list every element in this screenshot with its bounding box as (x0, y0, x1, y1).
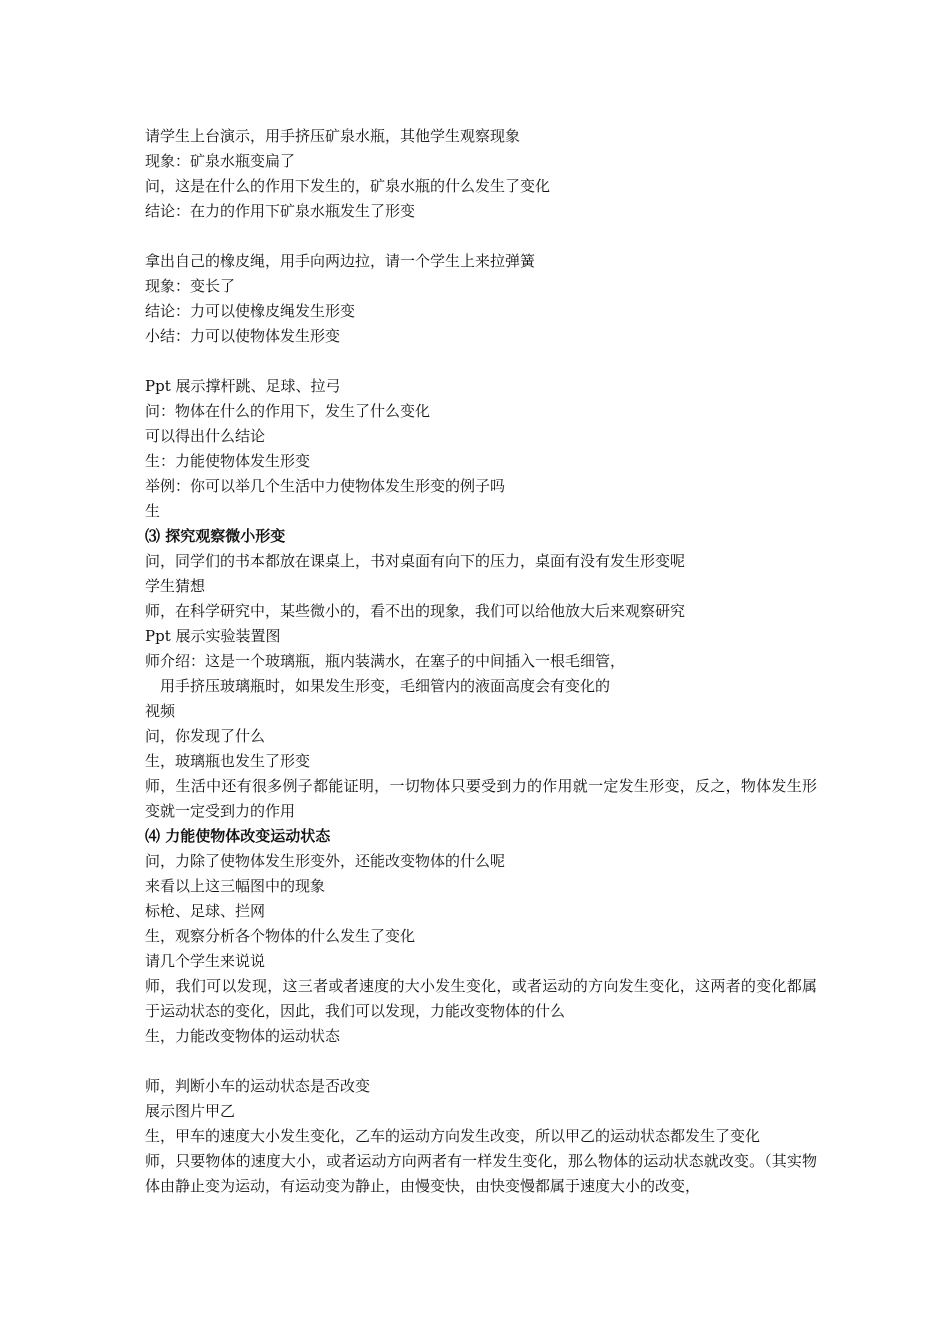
blank-line (145, 224, 817, 249)
text-line: 结论：在力的作用下矿泉水瓶发生了形变 (145, 202, 416, 220)
text-line: 拿出自己的橡皮绳，用手向两边拉，请一个学生上来拉弹簧 (145, 252, 536, 270)
text-line: 问，力除了使物体发生形变外，还能改变物体的什么呢 (145, 852, 506, 870)
text-line: 用手挤压玻璃瓶时，如果发生形变，毛细管内的液面高度会有变化的 (160, 677, 611, 695)
text-line: 展示图片甲乙 (145, 1102, 236, 1120)
section-heading: ⑷ 力能使物体改变运动状态 (145, 827, 331, 845)
section-heading: ⑶ 探究观察微小形变 (145, 527, 286, 545)
blank-line (145, 349, 817, 374)
text-line: Ppt 展示撑杆跳、足球、拉弓 (145, 377, 341, 395)
document-body (145, 124, 817, 1199)
text-line: 生，玻璃瓶也发生了形变 (145, 752, 311, 770)
text-line: 小结：力可以使物体发生形变 (145, 327, 341, 345)
paragraph: 生，甲车的速度大小发生变化，乙车的运动方向发生改变，所以甲乙的运动状态都发生了变化 (145, 1127, 761, 1145)
text-line: 师介绍：这是一个玻璃瓶，瓶内装满水，在塞子的中间插入一根毛细管， (145, 652, 626, 670)
text-line: 来看以上这三幅图中的现象 (145, 877, 326, 895)
text-line: Ppt 展示实验装置图 (145, 627, 281, 645)
paragraph: 师，只要物体的速度大小，或者运动方向两者有一样发生变化，那么物体的运动状态就改变。（其实物体由静止变为运动，有运动变为静止，由慢变快，由快变慢都属于速度大小的改变， (145, 1152, 817, 1195)
text-line: 问，同学们的书本都放在课桌上，书对桌面有向下的压力，桌面有没有发生形变呢 (145, 552, 686, 570)
text-line: 举例：你可以举几个生活中力使物体发生形变的例子吗 (145, 477, 506, 495)
text-line: 现象：矿泉水瓶变扁了 (145, 152, 296, 170)
text-line: 生，观察分析各个物体的什么发生了变化 (145, 927, 416, 945)
text-line: 现象：变长了 (145, 277, 236, 295)
text-line: 视频 (145, 702, 176, 720)
text-line: 问：物体在什么的作用下，发生了什么变化 (145, 402, 431, 420)
text-line: 问，这是在什么的作用下发生的，矿泉水瓶的什么发生了变化 (145, 177, 551, 195)
text-line: 标枪、足球、拦网 (145, 902, 266, 920)
text-line: 生，力能改变物体的运动状态 (145, 1027, 341, 1045)
paragraph: 师，生活中还有很多例子都能证明，一切物体只要受到力的作用就一定发生形变，反之，物体发生形变就一定受到力的作用 (145, 777, 817, 820)
text-line: 学生猜想 (145, 577, 206, 595)
text-line: 请几个学生来说说 (145, 952, 266, 970)
text-line: 结论：力可以使橡皮绳发生形变 (145, 302, 356, 320)
text-line: 师，判断小车的运动状态是否改变 (145, 1077, 371, 1095)
text-line: 师，在科学研究中，某些微小的，看不出的现象，我们可以给他放大后来观察研究 (145, 602, 686, 620)
paragraph: 师，我们可以发现，这三者或者速度的大小发生变化，或者运动的方向发生变化，这两者的变化都属于运动状态的变化，因此，我们可以发现，力能改变物体的什么 (145, 977, 817, 1020)
text-line: 生：力能使物体发生形变 (145, 452, 311, 470)
text-line: 可以得出什么结论 (145, 427, 266, 445)
text-line: 问，你发现了什么 (145, 727, 266, 745)
text-line: 请学生上台演示，用手挤压矿泉水瓶，其他学生观察现象 (145, 127, 521, 145)
text-line: 生 (145, 502, 161, 520)
blank-line (145, 1049, 817, 1074)
